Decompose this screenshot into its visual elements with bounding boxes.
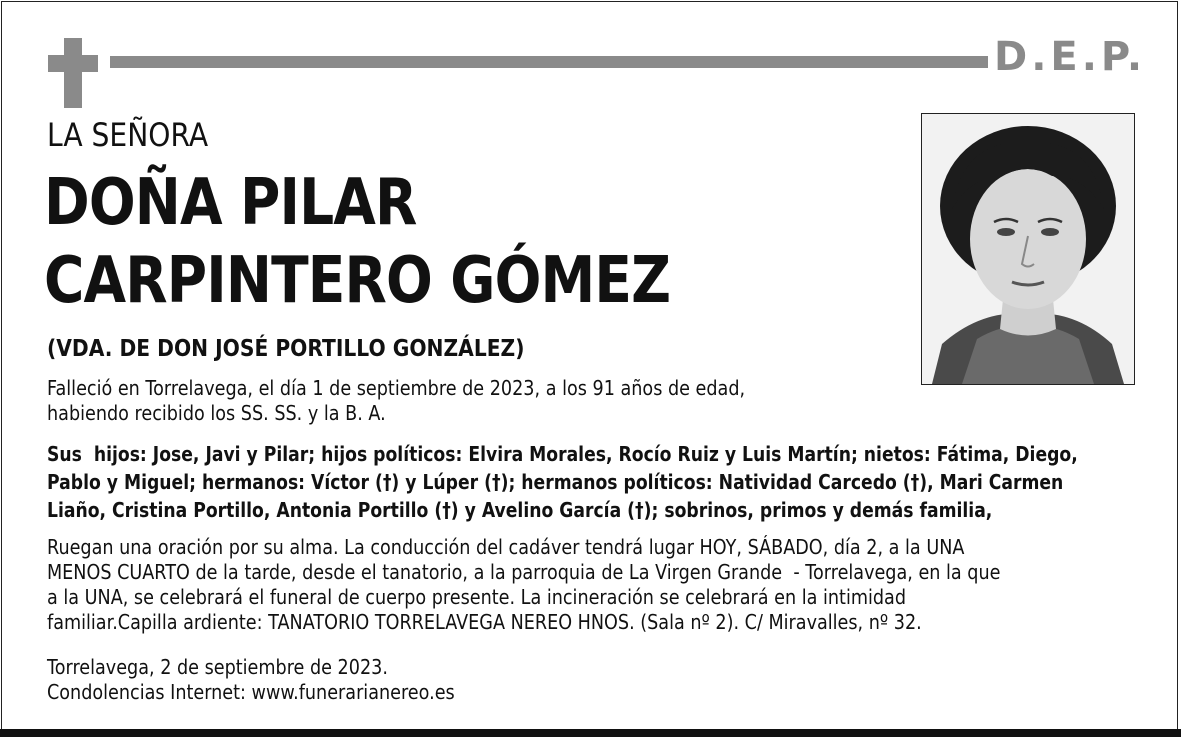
cross-icon-bar [48,55,98,72]
family-line-2: Pablo y Miguel; hermanos: Víctor (†) y Lúper (†); hermanos políticos: Natividad Carcedo (†), Mari Carmen [47,470,1064,494]
bottom-border [0,729,1181,737]
service-details [47,535,1090,635]
name-line-2: CARPINTERO GÓMEZ [44,244,671,318]
condolences-link: Condolencias Internet: www.funerarianereo.es [47,680,455,704]
family-list [47,440,1096,524]
deceased-name [44,164,670,320]
portrait-image [922,114,1134,384]
family-line-3: Liaño, Cristina Portillo, Antonia Portillo (†) y Avelino García (†); sobrinos, primos y demás familia, [47,498,993,522]
cross-icon [64,38,82,108]
family-line-1: Sus hijos: Jose, Javi y Pilar; hijos políticos: Elvira Morales, Rocío Ruiz y Luis Martín; nietos: Fátima, Diego, [47,442,1078,466]
widow-of: (VDA. DE DON JOSÉ PORTILLO GONZÁLEZ) [47,336,525,362]
service-line-3: a la UNA, se celebrará el funeral de cuerpo presente. La incineración se celebrará en la intimidad [47,585,907,609]
dep-label: D.E.P. [994,34,1147,80]
service-line-1: Ruegan una oración por su alma. La conducción del cadáver tendrá lugar HOY, SÁBADO, día 2, a la UNA [47,535,965,559]
name-line-1: DOÑA PILAR [44,166,417,240]
place-date: Torrelavega, 2 de septiembre de 2023. [47,655,388,679]
death-notice [47,376,839,426]
closing [47,655,663,705]
honorific-title: LA SEÑORA [47,116,209,154]
service-line-4: familiar.Capilla ardiente: TANATORIO TORRELAVEGA NEREO HNOS. (Sala nº 2). C/ Miravalles, nº 32. [47,610,922,634]
portrait-photo [921,113,1135,385]
service-line-2: MENOS CUARTO de la tarde, desde el tanatorio, a la parroquia de La Virgen Grande - Torrelavega, en la que [47,560,1001,584]
death-line-1: Falleció en Torrelavega, el día 1 de septiembre de 2023, a los 91 años de edad, [47,376,746,400]
header-rule [110,56,988,68]
death-line-2: habiendo recibido los SS. SS. y la B. A. [47,401,386,425]
